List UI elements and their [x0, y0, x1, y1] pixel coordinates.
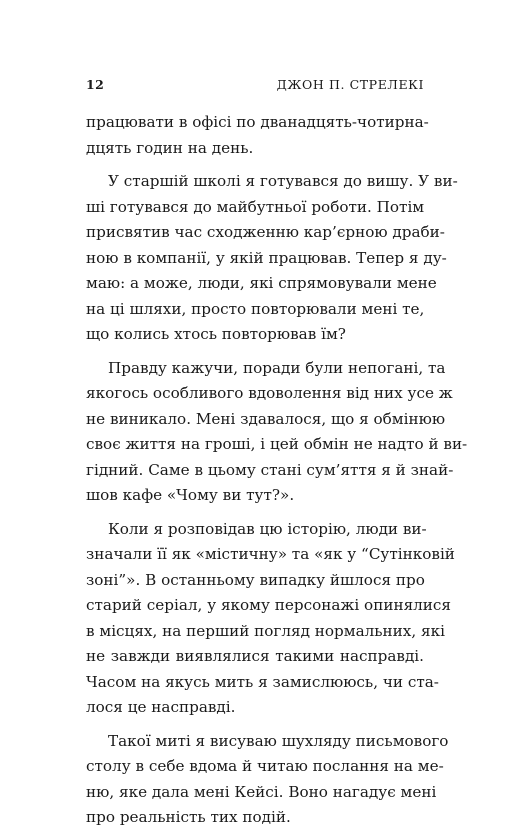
text-line: значали її як «містичну» та «як у “Сутінковій: [86, 545, 455, 563]
text-line: в місцях, на перший погляд нормальних, які: [86, 621, 445, 640]
text-line: маю: а може, люди, які спрямовували мене: [86, 274, 437, 292]
text-line: що колись хтось повторював їм?: [86, 325, 346, 343]
paragraph: [86, 356, 468, 509]
page-number: 12: [86, 77, 105, 92]
text-line: Такої миті я висуваю шухляду письмового: [108, 731, 449, 750]
text-line: своє життя на гроші, і цей обмін не надто й ви-: [86, 435, 468, 453]
text-line: Часом на якусь мить я замислююсь, чи ста-: [86, 672, 439, 691]
text-line: дцять годин на день.: [86, 138, 254, 157]
text-line: гідний. Саме в цьому стані сум’яття я й знай-: [86, 460, 454, 479]
text-line: працювати в офісі по дванадцять-чотирна-: [86, 113, 429, 131]
text-line: якогось особливого вдоволення від них усе ж: [86, 384, 453, 402]
text-line: старий серіал, у якому персонажі опинялися: [86, 596, 452, 614]
text-line: не виникало. Мені здавалося, що я обмінюю: [86, 409, 446, 428]
text-line: не завжди виявлялися такими насправді.: [86, 647, 424, 665]
paragraph: [86, 729, 449, 831]
text-line: столу в себе вдома й читаю послання на ме-: [86, 757, 444, 775]
paragraph-gap: [86, 509, 424, 517]
paragraph-gap: [86, 721, 424, 729]
running-head-author: ДЖОН П. СТРЕЛЕКІ: [276, 77, 424, 92]
text-line: ню, яке дала мені Кейсі. Воно нагадує мені: [86, 782, 437, 801]
paragraph-gap: [86, 161, 424, 169]
text-line: ною в компанії, у якій працював. Тепер я ду-: [86, 248, 447, 267]
text-line: Правду кажучи, поради були непогані, та: [108, 358, 446, 377]
text-line: присвятив час сходженню кар’єрною драби-: [86, 223, 445, 241]
paragraph: [86, 110, 429, 161]
text-line: шов кафе «Чому ви тут?».: [86, 486, 295, 504]
text-line: ші готувався до майбутньої роботи. Потім: [86, 197, 425, 216]
body-text: [86, 110, 468, 831]
text-line: зоні”». В останньому випадку йшлося про: [86, 570, 425, 589]
text-line: про реальність тих подій.: [86, 808, 291, 826]
paragraph-gap: [86, 348, 424, 356]
running-head: [86, 77, 424, 97]
paragraph: [86, 169, 458, 348]
text-line: лося це насправді.: [86, 698, 236, 716]
text-line: У старшій школі я готувався до вишу. У ви-: [108, 172, 458, 190]
paragraph: [86, 517, 455, 721]
text-line: Коли я розповідав цю історію, люди ви-: [108, 519, 427, 538]
text-line: на ці шляхи, просто повторювали мені те,: [86, 299, 425, 318]
